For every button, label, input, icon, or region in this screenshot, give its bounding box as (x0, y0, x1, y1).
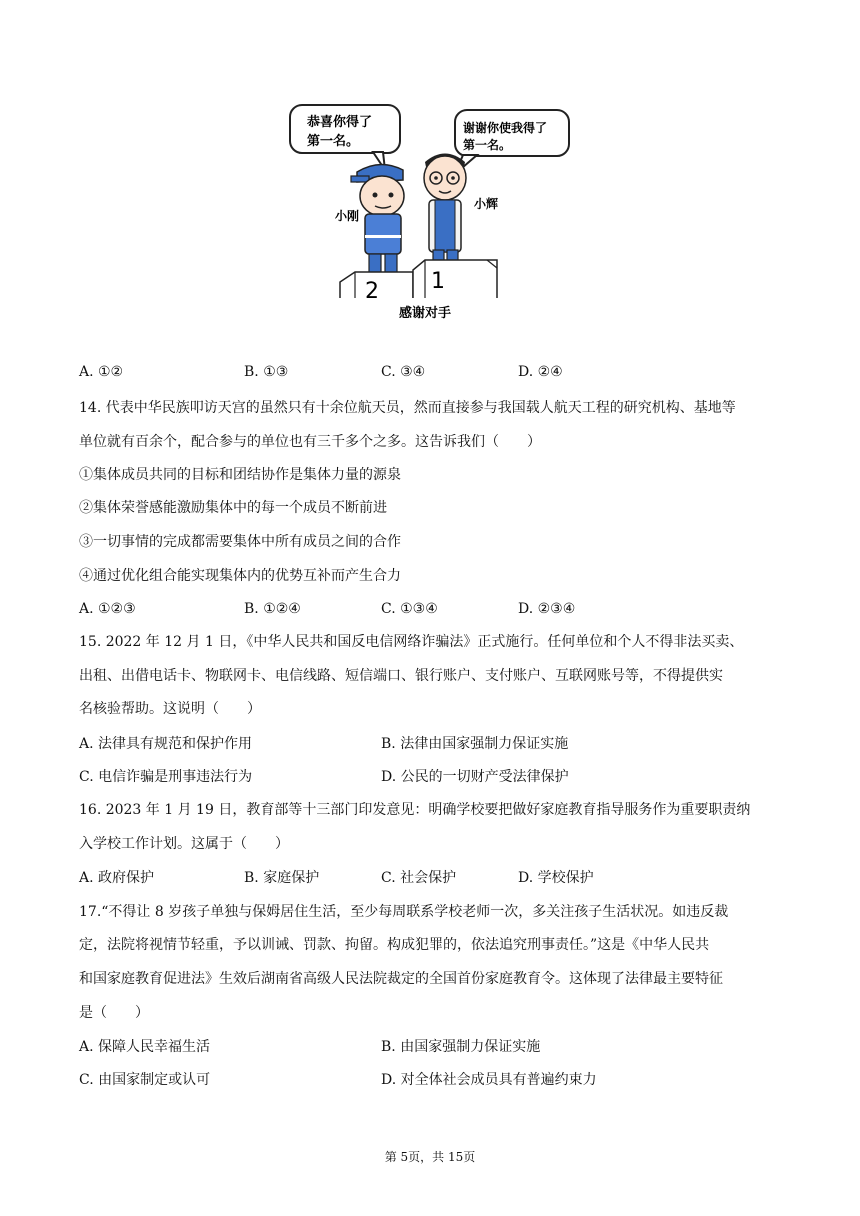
q16-option-d[interactable]: D. 学校保护 (518, 870, 594, 886)
q15-stem-line-1: 15. 2022 年 12 月 1 日，《中华人民共和国反电信网络诈骗法》正式施行。任何单位和个人不得非法买卖、 (79, 634, 744, 650)
speech-bubble-right (455, 110, 569, 174)
q14-stem-line-1: 14. 代表中华民族叩访天宫的虽然只有十余位航天员，然而直接参与我国载人航天工程的研究机构、基地等 (79, 400, 736, 416)
q15-stem-line-3: 名核验帮助。这说明（ ） (79, 701, 261, 717)
q14-option-d[interactable]: D. ②③④ (518, 601, 576, 617)
q13-option-c[interactable]: C. ③④ (381, 364, 426, 380)
page-footer: 第 5页，共 15页 (384, 1150, 476, 1164)
q14-option-b[interactable]: B. ①②④ (244, 601, 301, 617)
q16-option-c[interactable]: C. 社会保护 (381, 870, 457, 886)
q15-option-c[interactable]: C. 电信诈骗是刑事违法行为 (79, 769, 253, 785)
q15-option-d[interactable]: D. 公民的一切财产受法律保护 (381, 769, 569, 785)
q14-statement-3: ③一切事情的完成都需要集体中所有成员之间的合作 (79, 534, 401, 550)
q15-option-a[interactable]: A. 法律具有规范和保护作用 (79, 736, 253, 752)
q17-stem-line-4: 是（ ） (79, 1005, 149, 1021)
q16-stem-line-2: 入学校工作计划。这属于（ ） (79, 836, 289, 852)
boy-left-figure (351, 164, 404, 290)
q16-stem-line-1: 16. 2023 年 1 月 19 日，教育部等十三部门印发意见：明确学校要把做好家庭教育指导服务作为重要职责纳 (79, 802, 751, 818)
name-label-right: 小辉 (474, 197, 499, 211)
q15-option-b[interactable]: B. 法律由国家强制力保证实施 (381, 736, 569, 752)
illustration-thanks-opponent (285, 100, 575, 325)
bubble-right-line-1: 谢谢你使我得了 (463, 121, 548, 135)
q15-stem-line-2: 出租、出借电话卡、物联网卡、电信线路、短信端口、银行账户、支付账户、互联网账号等，不得提供实 (79, 668, 723, 684)
q17-option-d[interactable]: D. 对全体社会成员具有普遍约束力 (381, 1072, 597, 1088)
q14-option-a[interactable]: A. ①②③ (79, 601, 136, 617)
q14-statement-1: ①集体成员共同的目标和团结协作是集体力量的源泉 (79, 467, 401, 483)
q17-option-c[interactable]: C. 由国家制定或认可 (79, 1072, 211, 1088)
q13-option-b[interactable]: B. ①③ (244, 364, 289, 380)
bubble-right-line-2: 第一名。 (463, 138, 512, 152)
bubble-left-line-1: 恭喜你得了 (307, 115, 373, 130)
q16-option-a[interactable]: A. 政府保护 (79, 870, 155, 886)
q13-option-a[interactable]: A. ①② (79, 364, 124, 380)
q13-option-d[interactable]: D. ②④ (518, 364, 563, 380)
q14-statement-4: ④通过优化组合能实现集体内的优势互补而产生合力 (79, 568, 401, 584)
bubble-left-line-2: 第一名。 (307, 134, 360, 149)
q14-option-c[interactable]: C. ①③④ (381, 601, 438, 617)
podium-number-1: 1 (431, 269, 445, 294)
q17-option-b[interactable]: B. 由国家强制力保证实施 (381, 1039, 541, 1055)
illustration-caption: 感谢对手 (399, 306, 452, 321)
q17-option-a[interactable]: A. 保障人民幸福生活 (79, 1039, 211, 1055)
q16-option-b[interactable]: B. 家庭保护 (244, 870, 320, 886)
q17-stem-line-3: 和国家庭教育促进法》生效后湖南省高级人民法院裁定的全国首份家庭教育令。这体现了法律最主要特征 (79, 971, 723, 987)
podium-number-2: 2 (365, 279, 379, 304)
q17-stem-line-2: 定，法院将视情节轻重，予以训诫、罚款、拘留。构成犯罪的，依法追究刑事责任。”这是《中华人民共 (79, 937, 710, 953)
speech-bubble-left (290, 105, 400, 170)
podium (340, 260, 497, 298)
q17-stem-line-1: 17.“不得让 8 岁孩子单独与保姆居住生活，至少每周联系学校老师一次，多关注孩子生活状况。如违反裁 (79, 904, 729, 920)
q14-statement-2: ②集体荣誉感能激励集体中的每一个成员不断前进 (79, 500, 387, 516)
name-label-left: 小刚 (335, 209, 360, 223)
q14-stem-line-2: 单位就有百余个，配合参与的单位也有三千多个之多。这告诉我们（ ） (79, 434, 541, 450)
